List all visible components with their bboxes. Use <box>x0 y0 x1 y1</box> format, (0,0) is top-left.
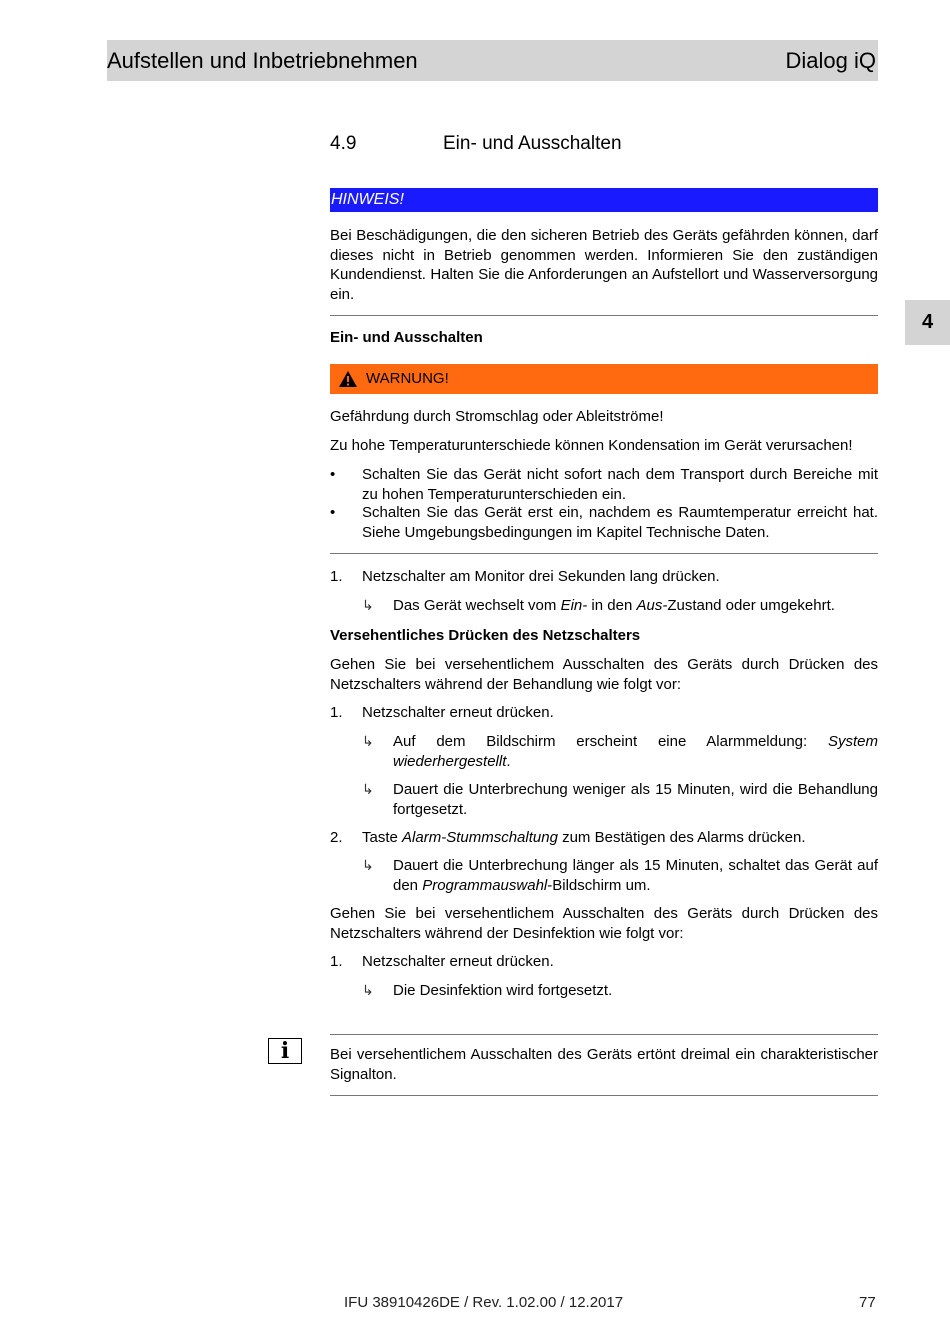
list-item <box>330 465 878 504</box>
result-text: Dauert die Unterbrechung länger als 15 Minuten, schaltet das Gerät auf den Programmauswahl-Bildschirm um. <box>393 857 878 894</box>
subheading-switch: Ein- und Ausschalten <box>330 329 483 346</box>
step-item <box>330 828 878 848</box>
step-number: 1. <box>330 568 343 585</box>
warning-triangle-icon <box>338 370 358 388</box>
section-number: 4.9 <box>330 133 357 154</box>
step-result <box>362 981 878 1001</box>
header-product-name: Dialog iQ <box>785 47 876 73</box>
section-title: Ein- und Ausschalten <box>443 133 622 154</box>
step-text: Netzschalter erneut drücken. <box>362 704 554 721</box>
info-icon: i <box>268 1038 302 1064</box>
info-note-block <box>330 1045 878 1084</box>
divider <box>330 1095 878 1096</box>
result-text: Die Desinfektion wird fortgesetzt. <box>393 982 613 999</box>
step-item <box>330 703 878 723</box>
step-item <box>330 567 878 587</box>
chapter-tab: 4 <box>905 300 950 345</box>
treatment-intro: Gehen Sie bei versehentlichem Ausschalten des Geräts durch Drücken des Netzschalters während der Behandlung wie folgt vor: <box>330 656 878 693</box>
step-number: 2. <box>330 829 343 846</box>
step-item <box>330 952 878 972</box>
notice-text: Bei Beschädigungen, die den sicheren Betrieb des Geräts gefährden können, darf dieses nicht in Betrieb genommen werden. Informieren Sie den zuständigen Kundendienst. Halten Sie die Anforderungen an Aufstellort und Wasserversorgung ein. <box>330 227 878 303</box>
paragraph-disinfection <box>330 904 878 943</box>
result-arrow-icon: ↳ <box>362 597 374 613</box>
step-text: Netzschalter am Monitor drei Sekunden lang drücken. <box>362 568 720 585</box>
divider <box>330 553 878 554</box>
step-text: Taste Alarm-Stummschaltung zum Bestätigen des Alarms drücken. <box>362 829 806 846</box>
footer-document-id: IFU 38910426DE / Rev. 1.02.00 / 12.2017 <box>344 1294 624 1311</box>
result-text: Auf dem Bildschirm erscheint eine Alarmmeldung: System wiederhergestellt. <box>393 733 878 770</box>
info-note-text: Bei versehentlichem Ausschalten des Geräts ertönt dreimal ein charakteristischer Signalton. <box>330 1046 878 1083</box>
warning-line-2 <box>330 436 878 456</box>
list-item <box>330 503 878 542</box>
disinfection-intro: Gehen Sie bei versehentlichem Ausschalten des Geräts durch Drücken des Netzschalters während der Desinfektion wie folgt vor: <box>330 905 878 942</box>
subheading-accidental: Versehentliches Drücken des Netzschalters <box>330 627 641 644</box>
warning-text-2: Zu hohe Temperaturunterschiede können Kondensation im Gerät verursachen! <box>330 437 853 454</box>
bullet-text: Schalten Sie das Gerät erst ein, nachdem es Raumtemperatur erreicht hat. Siehe Umgebungsbedingungen im Kapitel Technische Daten. <box>362 504 878 541</box>
page-header <box>107 40 878 81</box>
paragraph-treatment <box>330 655 878 694</box>
warning-label: WARNUNG! <box>366 370 449 387</box>
bullet-marker: • <box>330 504 336 521</box>
section-heading <box>330 133 622 155</box>
divider <box>330 1034 878 1035</box>
step-result <box>362 596 878 616</box>
step-number: 1. <box>330 704 343 721</box>
bullet-marker: • <box>330 466 336 483</box>
result-arrow-icon: ↳ <box>362 781 374 797</box>
warning-text-1: Gefährdung durch Stromschlag oder Ableitströme! <box>330 408 664 425</box>
step-number: 1. <box>330 953 343 970</box>
notice-banner: HINWEIS! <box>330 188 878 212</box>
step-result <box>362 856 878 895</box>
result-arrow-icon: ↳ <box>362 857 374 873</box>
result-arrow-icon: ↳ <box>362 982 374 998</box>
warning-line-1 <box>330 407 878 427</box>
footer-page-number: 77 <box>859 1294 876 1311</box>
result-arrow-icon: ↳ <box>362 733 374 749</box>
notice-text-block <box>330 226 878 304</box>
step-result <box>362 732 878 771</box>
divider <box>330 315 878 316</box>
warning-banner <box>330 364 878 394</box>
result-text: Dauert die Unterbrechung weniger als 15 Minuten, wird die Behandlung fortgesetzt. <box>393 781 878 818</box>
step-result <box>362 780 878 819</box>
result-text: Das Gerät wechselt vom Ein- in den Aus-Zustand oder umgekehrt. <box>393 597 835 614</box>
step-text: Netzschalter erneut drücken. <box>362 953 554 970</box>
bullet-text: Schalten Sie das Gerät nicht sofort nach dem Transport durch Bereiche mit zu hohen Temperaturunterschieden ein. <box>362 466 878 503</box>
header-chapter-title: Aufstellen und Inbetriebnehmen <box>107 47 418 73</box>
